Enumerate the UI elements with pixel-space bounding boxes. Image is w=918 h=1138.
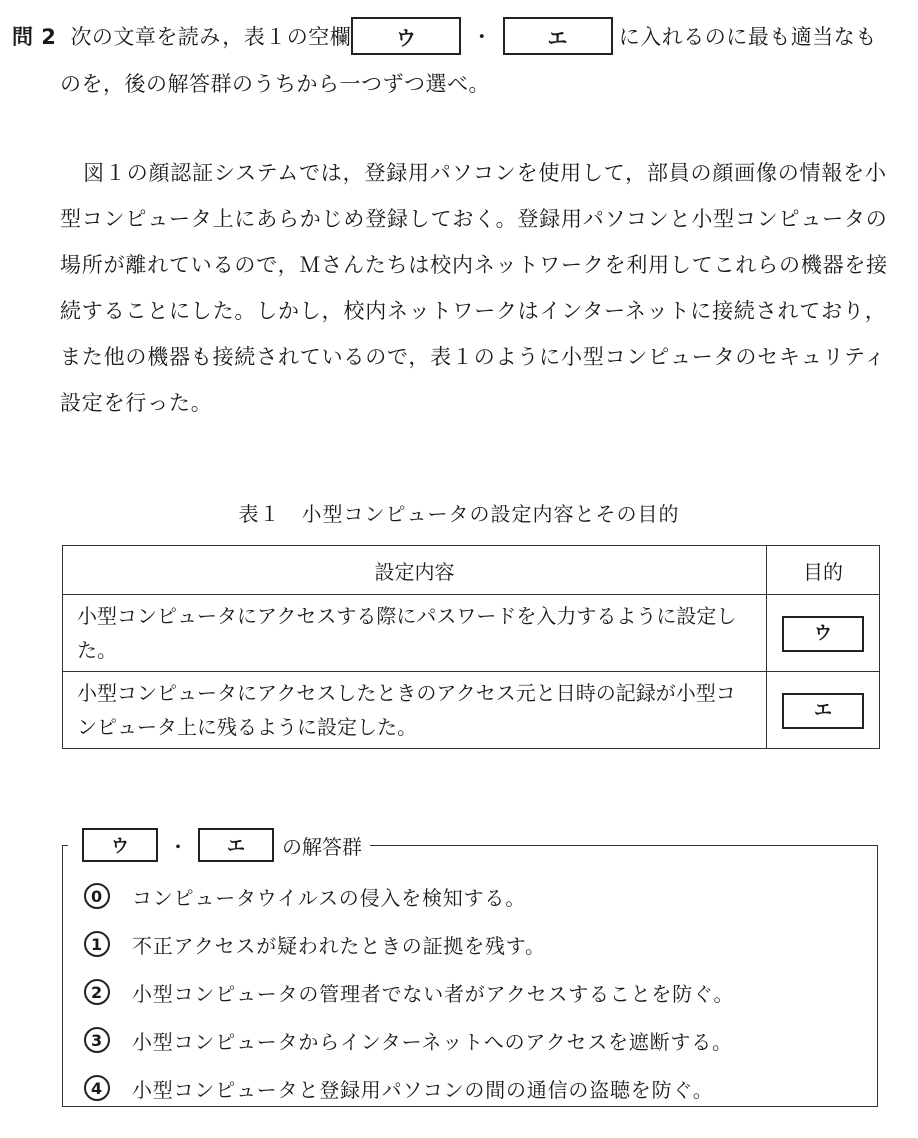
question-number: 問 2 — [12, 25, 57, 49]
blank-separator: ・ — [168, 834, 188, 859]
answer-option-4[interactable] — [84, 1064, 734, 1112]
settings-table — [62, 545, 880, 749]
setting-cell: 小型コンピュータにアクセスしたときのアクセス元と日時の記録が小型コンピュータ上に残るように設定した。 — [63, 672, 767, 749]
option-text: 不正アクセスが疑われたときの証拠を残す。 — [132, 933, 546, 958]
circled-number: 3 — [84, 1027, 110, 1053]
circled-number: 4 — [84, 1075, 110, 1101]
table-caption: 表１ 小型コンピュータの設定内容とその目的 — [238, 502, 680, 526]
setting-cell: 小型コンピュータにアクセスする際にパスワードを入力するように設定した。 — [63, 595, 767, 672]
answer-option-3[interactable] — [84, 1016, 734, 1064]
option-text: 小型コンピュータからインターネットへのアクセスを遮断する。 — [132, 1029, 733, 1054]
table-header-row — [63, 546, 880, 595]
answer-option-1[interactable] — [84, 920, 734, 968]
question-line — [12, 14, 877, 58]
header-setting: 設定内容 — [63, 546, 767, 595]
blank-u: ウ — [782, 616, 864, 652]
body-paragraph — [60, 150, 890, 426]
answer-option-0[interactable] — [84, 872, 734, 920]
header-purpose: 目的 — [767, 546, 880, 595]
blank-separator: ・ — [471, 25, 493, 49]
option-text: 小型コンピュータの管理者でない者がアクセスすることを防ぐ。 — [132, 981, 735, 1006]
question-intro-line2: のを，後の解答群のうちから一つずつ選べ。 — [60, 72, 490, 96]
question-intro-tail: に入れるのに最も適当なも — [618, 25, 877, 49]
blank-e: エ — [198, 828, 274, 862]
answer-group-title — [68, 828, 370, 862]
option-text: 小型コンピュータと登録用パソコンの間の通信の盗聴を防ぐ。 — [132, 1077, 714, 1102]
table-row — [63, 672, 880, 749]
answer-group-label: の解答群 — [282, 834, 362, 859]
circled-number: 2 — [84, 979, 110, 1005]
option-text: コンピュータウイルスの侵入を検知する。 — [132, 885, 526, 910]
circled-number: 0 — [84, 883, 110, 909]
table-row — [63, 595, 880, 672]
question-intro: 次の文章を読み，表１の空欄 — [70, 25, 352, 49]
blank-u: ウ — [82, 828, 158, 862]
purpose-cell — [767, 672, 880, 749]
purpose-cell — [767, 595, 880, 672]
circled-number: 1 — [84, 931, 110, 957]
answer-option-2[interactable] — [84, 968, 734, 1016]
paragraph-text: 図１の顔認証システムでは，登録用パソコンを使用して，部員の顔画像の情報を小型コンピュータ上にあらかじめ登録しておく。登録用パソコンと小型コンピュータの場所が離れているので，Ｍさんたちは校内ネットワークを利用してこれらの機器を接続することにした。しかし，校内ネットワークはインターネットに接続されており，また他の機器も接続されているので，表１のように小型コンピュータのセキュリティ設定を行った。 — [60, 161, 888, 415]
blank-u: ウ — [351, 17, 461, 55]
blank-e: エ — [782, 693, 864, 729]
answer-options — [84, 872, 734, 1112]
blank-e: エ — [503, 17, 613, 55]
